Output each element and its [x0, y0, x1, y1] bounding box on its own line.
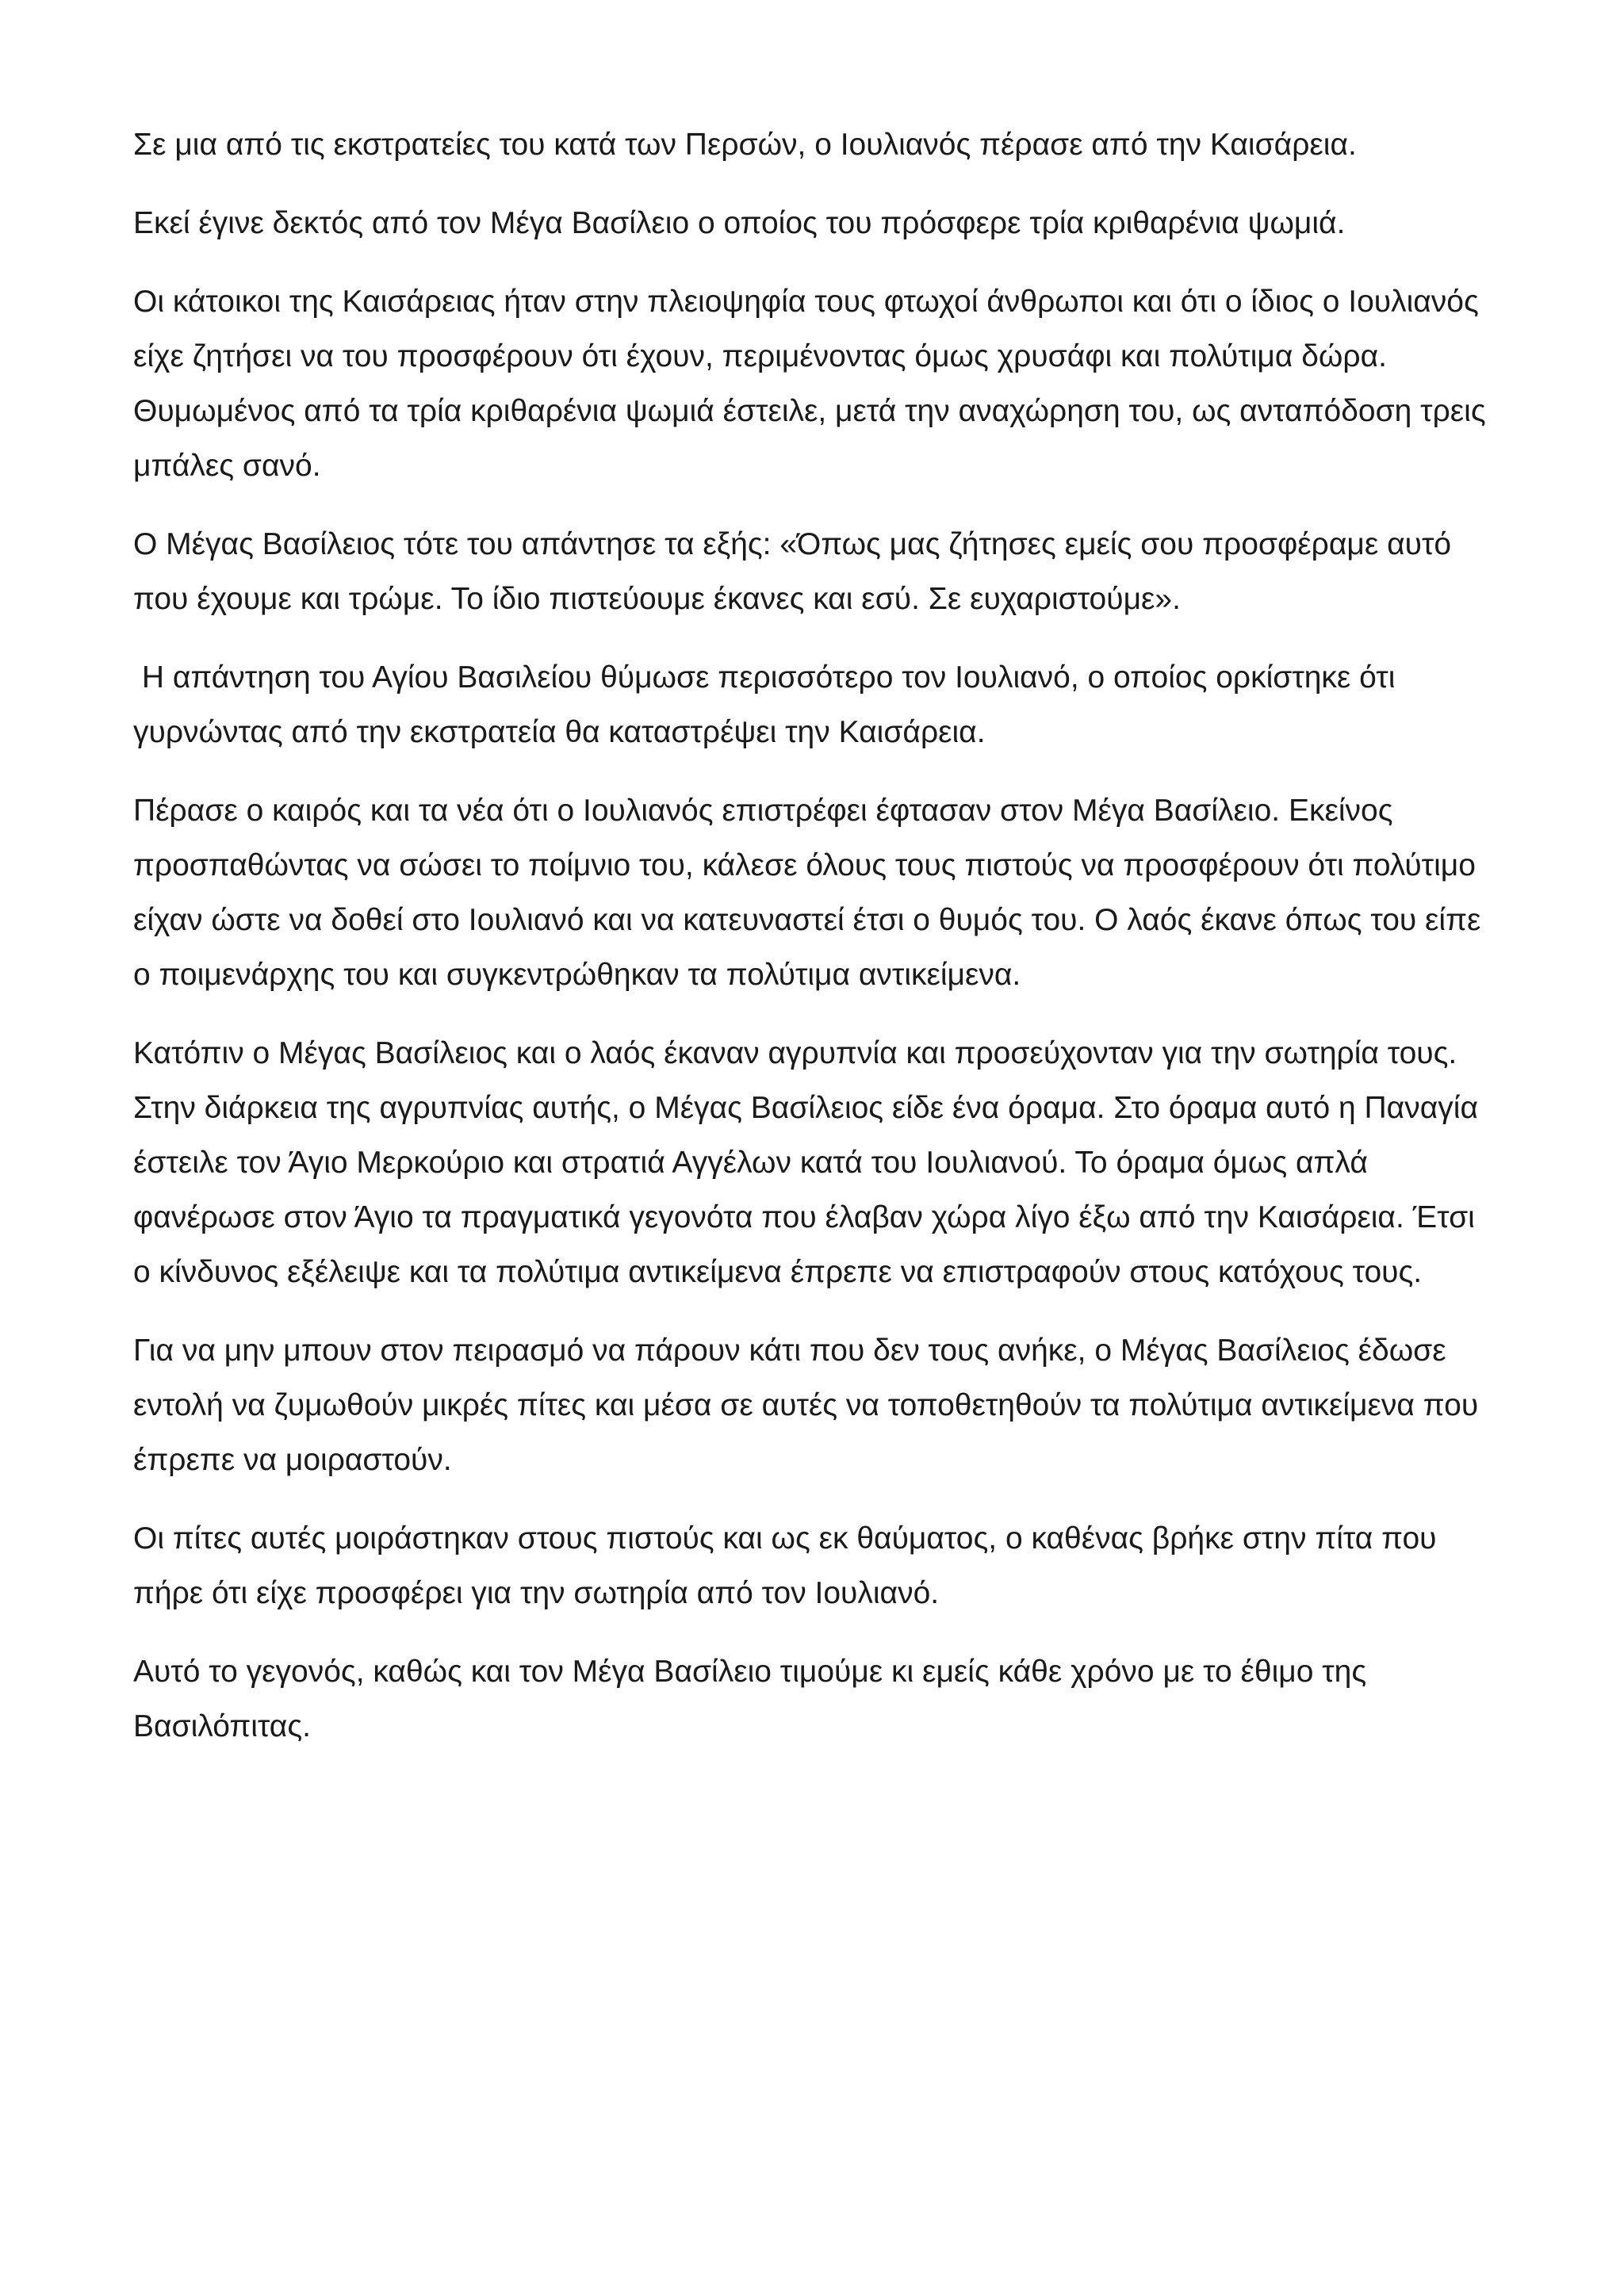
paragraph: Αυτό το γεγονός, καθώς και τον Μέγα Βασίλειο τιμούμε κι εμείς κάθε χρόνο με το έθιμο της Βασιλόπιτας. [133, 1655, 1375, 1743]
paragraph: Οι κάτοικοι της Καισάρειας ήταν στην πλειοψηφία τους φτωχοί άνθρωποι και ότι ο ίδιος ο Ιουλιανός είχε ζητήσει να του προσφέρουν ότι έχουν, περιμένοντας όμως χρυσάφι και πολύτιμα δώρα. Θυμωμένος από τα τρία κριθαρένια ψωμιά έστειλε, μετά την αναχώρηση του, ως ανταπόδοση τρεις μπάλες σανό. [133, 285, 1495, 483]
paragraph: Οι πίτες αυτές μοιράστηκαν στους πιστούς και ως εκ θαύματος, ο καθένας βρήκε στην πίτα που πήρε ότι είχε προσφέρει για την σωτηρία από τον Ιουλιανό. [133, 1521, 1446, 1610]
paragraph: Εκεί έγινε δεκτός από τον Μέγα Βασίλειο ο οποίος του πρόσφερε τρία κριθαρένια ψωμιά. [133, 206, 1346, 240]
paragraph: Κατόπιν ο Μέγας Βασίλειος και ο λαός έκαναν αγρυπνία και προσεύχονταν για την σωτηρία τους. Στην διάρκεια της αγρυπνίας αυτής, ο Μέγας Βασίλειος είδε ένα όραμα. Στο όραμα αυτό η Παναγία έστειλε τον Άγιο Μερκούριο και στρατιά Αγγέλων κατά του Ιουλιανού. Το όραμα όμως απλά φανέρωσε στον Άγιο τα πραγματικά γεγονότα που έλαβαν χώρα λίγο έξω από την Καισάρεια. Έτσι ο κίνδυνος εξέλειψε και τα πολύτιμα αντικείμενα έπρεπε να επιστραφούν στους κατόχους τους. [133, 1036, 1487, 1289]
paragraph: Ο Μέγας Βασίλειος τότε του απάντησε τα εξής: «Όπως μας ζήτησες εμείς σου προσφέραμε αυτό που έχουμε και τρώμε. Το ίδιο πιστεύουμε έκανες και εσύ. Σε ευχαριστούμε». [133, 527, 1460, 616]
paragraph: Σε μια από τις εκστρατείες του κατά των Περσών, ο Ιουλιανός πέρασε από την Καισάρεια. [133, 128, 1357, 162]
document-body [133, 117, 1497, 1777]
paragraph: Πέρασε ο καιρός και τα νέα ότι ο Ιουλιανός επιστρέφει έφτασαν στον Μέγα Βασίλειο. Εκείνος προσπαθώντας να σώσει το ποίμνιο του, κάλεσε όλους τους πιστούς να προσφέρουν ότι πολύτιμο είχαν ώστε να δοθεί στο Ιουλιανό και να κατευναστεί έτσι ο θυμός του. Ο λαός έκανε όπως του είπε ο ποιμενάρχης του και συγκεντρώθηκαν τα πολύτιμα αντικείμενα. [133, 794, 1490, 992]
paragraph: Για να μην μπουν στον πειρασμό να πάρουν κάτι που δεν τους ανήκε, ο Μέγας Βασίλειος έδωσε εντολή να ζυμωθούν μικρές πίτες και μέσα σε αυτές να τοποθετηθούν τα πολύτιμα αντικείμενα που έπρεπε να μοιραστούν. [133, 1334, 1488, 1477]
paragraph: Η απάντηση του Αγίου Βασιλείου θύμωσε περισσότερο τον Ιουλιανό, ο οποίος ορκίστηκε ότι γυρνώντας από την εκστρατεία θα καταστρέψει την Καισάρεια. [133, 660, 1404, 749]
